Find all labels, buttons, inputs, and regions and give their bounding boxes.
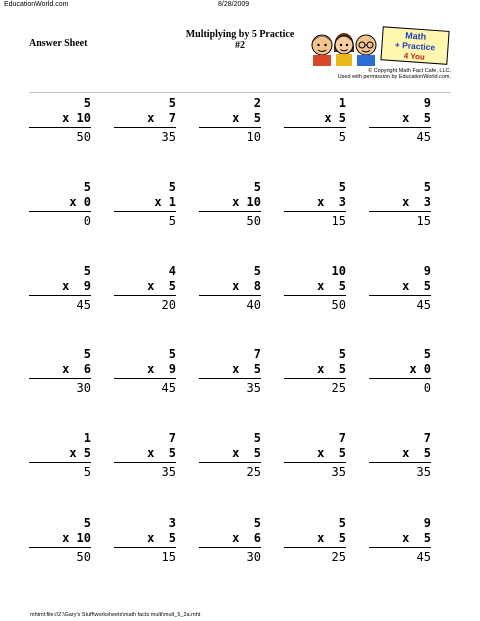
- multiplier: x 5: [402, 531, 431, 545]
- multiplier: x 9: [147, 362, 176, 376]
- problem-4-3: [199, 347, 261, 396]
- multiplicand: 3: [168, 516, 176, 530]
- problem-2-4: [284, 180, 346, 229]
- answer: 0: [83, 214, 91, 228]
- answer-line: [369, 378, 431, 379]
- answer: 25: [331, 550, 346, 564]
- math-practice-logo: [306, 26, 452, 66]
- problem-3-1: [29, 264, 91, 313]
- multiplicand: 5: [338, 347, 346, 361]
- multiplicand: 5: [338, 516, 346, 530]
- kid-illustration: [312, 35, 332, 66]
- multiplicand: 7: [423, 431, 431, 445]
- multiplier: x 5: [317, 531, 346, 545]
- answer: 45: [416, 298, 431, 312]
- site-name: EducationWorld.com: [4, 1, 69, 8]
- problem-6-3: [199, 516, 261, 565]
- multiplier: x 10: [62, 111, 91, 125]
- page-subtitle: #2: [235, 40, 245, 51]
- answer-line: [29, 295, 91, 296]
- answer-line: [284, 127, 346, 128]
- problem-6-5: [369, 516, 431, 565]
- kid-illustration: [356, 35, 376, 66]
- answer-line: [369, 462, 431, 463]
- problem-4-5: [369, 347, 431, 396]
- multiplicand: 7: [168, 431, 176, 445]
- answer: 25: [331, 381, 346, 395]
- multiplier: x 10: [62, 531, 91, 545]
- logo-sign: [381, 27, 449, 65]
- multiplicand: 5: [168, 347, 176, 361]
- kid-illustration: [334, 33, 354, 66]
- problem-2-5: [369, 180, 431, 229]
- answer: 45: [76, 298, 91, 312]
- answer-line: [29, 127, 91, 128]
- multiplier: x 5: [324, 111, 346, 125]
- answer-line: [284, 378, 346, 379]
- answer: 0: [423, 381, 431, 395]
- multiplicand: 5: [253, 264, 261, 278]
- answer-line: [29, 547, 91, 548]
- answer-line: [284, 462, 346, 463]
- answer-line: [199, 462, 261, 463]
- multiplicand: 5: [83, 264, 91, 278]
- answer: 30: [246, 550, 261, 564]
- multiplicand: 5: [83, 347, 91, 361]
- answer: 45: [161, 381, 176, 395]
- multiplicand: 5: [423, 347, 431, 361]
- answer-line: [114, 378, 176, 379]
- problem-3-4: [284, 264, 346, 313]
- answer-line: [114, 547, 176, 548]
- answer-line: [369, 295, 431, 296]
- problem-3-5: [369, 264, 431, 313]
- problem-6-1: [29, 516, 91, 565]
- answer: 35: [161, 465, 176, 479]
- answer-line: [284, 211, 346, 212]
- answer-line: [369, 127, 431, 128]
- answer: 15: [331, 214, 346, 228]
- header-divider: [29, 92, 451, 93]
- multiplier: x 5: [402, 446, 431, 460]
- answer-line: [29, 378, 91, 379]
- answer: 5: [83, 465, 91, 479]
- multiplier: x 5: [232, 446, 261, 460]
- answer-line: [199, 295, 261, 296]
- permission-line: Used with permission by EducationWorld.com.: [337, 74, 451, 80]
- problem-5-5: [369, 431, 431, 480]
- multiplicand: 5: [253, 180, 261, 194]
- answer: 45: [416, 550, 431, 564]
- multiplicand: 4: [168, 264, 176, 278]
- answer: 30: [76, 381, 91, 395]
- answer-line: [114, 295, 176, 296]
- answer: 5: [168, 214, 176, 228]
- problem-1-1: [29, 96, 91, 145]
- answer-line: [29, 211, 91, 212]
- problem-grid: [29, 96, 451, 586]
- answer-line: [199, 547, 261, 548]
- logo-text-practice: + Practice: [394, 39, 436, 53]
- multiplicand: 9: [423, 516, 431, 530]
- multiplicand: 5: [168, 96, 176, 110]
- logo-text-math: Math: [404, 30, 427, 42]
- multiplier: x 5: [147, 531, 176, 545]
- problem-3-3: [199, 264, 261, 313]
- problem-4-2: [114, 347, 176, 396]
- multiplier: x 3: [402, 195, 431, 209]
- multiplier: x 5: [317, 362, 346, 376]
- problem-5-4: [284, 431, 346, 480]
- problem-1-2: [114, 96, 176, 145]
- logo-text-4you: 4 You: [403, 51, 426, 62]
- multiplicand: 5: [83, 96, 91, 110]
- problem-2-1: [29, 180, 91, 229]
- problem-2-2: [114, 180, 176, 229]
- answer-line: [284, 295, 346, 296]
- multiplier: x 7: [147, 111, 176, 125]
- answer-line: [369, 547, 431, 548]
- answer-line: [199, 127, 261, 128]
- multiplicand: 5: [83, 516, 91, 530]
- multiplicand: 10: [331, 264, 346, 278]
- multiplicand: 5: [168, 180, 176, 194]
- problem-5-3: [199, 431, 261, 480]
- answer: 50: [76, 130, 91, 144]
- problem-2-3: [199, 180, 261, 229]
- answer: 45: [416, 130, 431, 144]
- answer: 50: [246, 214, 261, 228]
- answer: 25: [246, 465, 261, 479]
- problem-6-4: [284, 516, 346, 565]
- multiplicand: 9: [423, 96, 431, 110]
- multiplier: x 5: [147, 446, 176, 460]
- multiplier: x 1: [154, 195, 176, 209]
- page-title: Multiplying by 5 Practice: [185, 29, 295, 40]
- answer: 15: [161, 550, 176, 564]
- multiplier: x 8: [232, 279, 261, 293]
- multiplier: x 9: [62, 279, 91, 293]
- answer: 35: [416, 465, 431, 479]
- multiplier: x 5: [232, 111, 261, 125]
- problem-4-1: [29, 347, 91, 396]
- multiplicand: 5: [253, 431, 261, 445]
- problem-5-1: [29, 431, 91, 480]
- problem-5-2: [114, 431, 176, 480]
- problem-4-4: [284, 347, 346, 396]
- copyright-line: © Copyright Math Fact Cafe, LLC.: [368, 68, 451, 74]
- sheet-label: Answer Sheet: [29, 38, 88, 49]
- multiplier: x 5: [402, 279, 431, 293]
- answer: 35: [161, 130, 176, 144]
- answer: 10: [246, 130, 261, 144]
- answer: 35: [246, 381, 261, 395]
- multiplicand: 7: [338, 431, 346, 445]
- multiplier: x 6: [62, 362, 91, 376]
- multiplier: x 3: [317, 195, 346, 209]
- multiplier: x 10: [232, 195, 261, 209]
- print-date: 8/28/2009: [218, 1, 250, 8]
- answer-line: [199, 211, 261, 212]
- multiplicand: 5: [423, 180, 431, 194]
- answer-line: [29, 462, 91, 463]
- answer-line: [284, 547, 346, 548]
- multiplicand: 2: [253, 96, 261, 110]
- problem-1-5: [369, 96, 431, 145]
- problem-1-4: [284, 96, 346, 145]
- multiplicand: 9: [423, 264, 431, 278]
- answer: 35: [331, 465, 346, 479]
- answer-line: [199, 378, 261, 379]
- multiplier: x 5: [69, 446, 91, 460]
- problem-3-2: [114, 264, 176, 313]
- multiplier: x 5: [402, 111, 431, 125]
- multiplicand: 5: [83, 180, 91, 194]
- multiplier: x 6: [232, 531, 261, 545]
- answer: 5: [338, 130, 346, 144]
- answer: 50: [331, 298, 346, 312]
- multiplier: x 0: [409, 362, 431, 376]
- multiplier: x 5: [232, 362, 261, 376]
- multiplicand: 5: [338, 180, 346, 194]
- problem-6-2: [114, 516, 176, 565]
- multiplicand: 1: [338, 96, 346, 110]
- multiplicand: 7: [253, 347, 261, 361]
- file-path-footer: mhtml:file://Z:\Gary's Stuff\worksheets\math facts multi\mult_5_2a.mht: [30, 612, 201, 618]
- answer-line: [114, 211, 176, 212]
- multiplier: x 5: [147, 279, 176, 293]
- answer: 40: [246, 298, 261, 312]
- answer-line: [114, 127, 176, 128]
- problem-1-3: [199, 96, 261, 145]
- answer: 20: [161, 298, 176, 312]
- multiplicand: 1: [83, 431, 91, 445]
- answer: 50: [76, 550, 91, 564]
- answer-line: [369, 211, 431, 212]
- multiplier: x 0: [69, 195, 91, 209]
- multiplier: x 5: [317, 279, 346, 293]
- answer: 15: [416, 214, 431, 228]
- answer-line: [114, 462, 176, 463]
- multiplicand: 5: [253, 516, 261, 530]
- multiplier: x 5: [317, 446, 346, 460]
